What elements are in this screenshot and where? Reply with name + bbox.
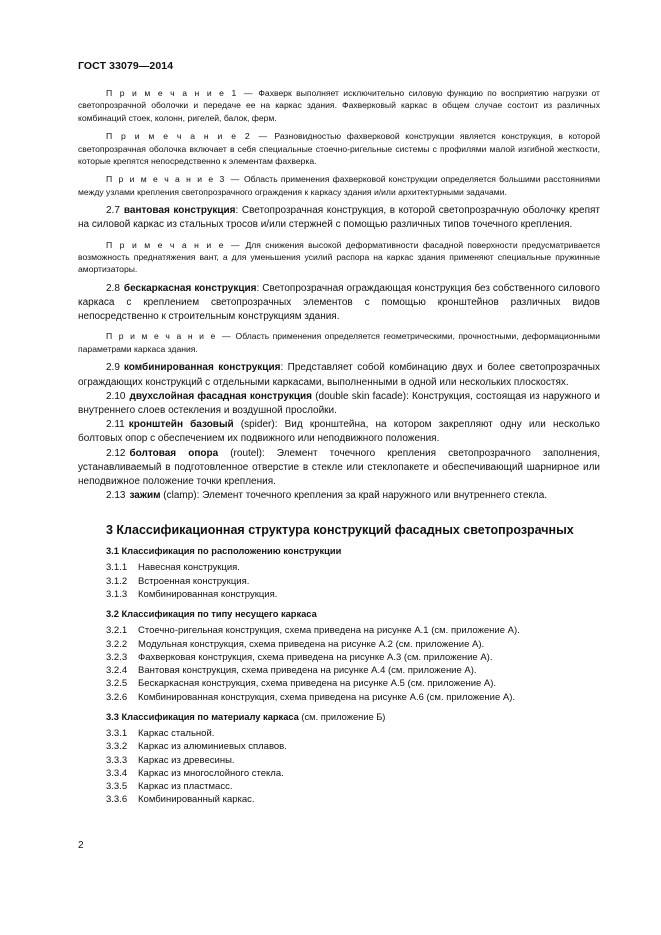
list-item: 3.2.1 Стоечно-ригельная конструкция, схема приведена на рисунке А.1 (см. приложение А).	[106, 625, 520, 637]
list-item: 3.2.6 Комбинированная конструкция, схема приведена на рисунке А.6 (см. приложение А).	[106, 691, 516, 703]
list-item: 3.3.2 Каркас из алюминиевых сплавов.	[106, 741, 287, 753]
list-item: 3.3.4 Каркас из многослойного стекла.	[106, 767, 284, 779]
note-ropes: П р и м е ч а н и е — Для снижения высокой деформативности фасадной поверхности предусматривается возможность преднатяжения вант, а для уменьшения усилий распора на каркас здания применяют специальные пружинные амортизаторы.	[78, 239, 600, 275]
term-2-10: 2.10 двухслойная фасадная конструкция (double skin facade): Конструкция, состоящая из наружного и внутреннего слоев остекления и воздушной прослойки.	[78, 390, 600, 416]
page-number: 2	[78, 840, 84, 851]
term-2-12: 2.12 болтовая опора (routel): Элемент точечного крепления светопрозрачного заполнения, устанавливаемый в подготовленное отверстие в стекле или стеклопакете и обеспечивающий шарнирное или неподвижное положение точки крепления.	[78, 447, 600, 487]
list-item: 3.3.3 Каркас из древесины.	[106, 754, 235, 766]
list-item: 3.2.2 Модульная конструкция, схема приведена на рисунке А.2 (см. приложение А).	[106, 638, 485, 650]
section-3-title: 3 Классификационная структура конструкций фасадных светопрозрачных	[106, 523, 574, 538]
list-item: 3.1.2 Встроенная конструкция.	[106, 575, 250, 587]
page-content	[78, 87, 600, 815]
list-item: 3.3.5 Каркас из пластмасс.	[106, 781, 233, 793]
list-item: 3.3.6 Комбинированный каркас.	[106, 794, 255, 806]
list-3-2	[78, 624, 600, 704]
list-3-1	[78, 561, 600, 601]
term-2-13: 2.13 зажим (clamp): Элемент точечного крепления за край наружного или внутреннего стекла.	[106, 490, 548, 502]
list-item: 3.1.3 Комбинированная конструкция.	[106, 588, 278, 600]
subsection-3-2-title: 3.2 Классификация по типу несущего каркаса	[106, 609, 317, 620]
note-3: П р и м е ч а н и е 3 — Область применения фахверковой конструкции определяется большими расстояниями между узлами крепления светопрозрачного ограждения к каркасу здания и/или архитектурными задачами.	[78, 174, 600, 197]
list-item: 3.1.1 Навесная конструкция.	[106, 562, 240, 574]
term-2-7: 2.7 вантовая конструкция: Светопрозрачная конструкция, в которой светопрозрачную оболочку крепят на силовой каркас из стальных тросов и/или стержней с помощью различных типов точечного крепления.	[78, 205, 600, 231]
subsection-3-3-title: 3.3 Классификация по материалу каркаса (см. приложение Б)	[106, 712, 386, 722]
list-item: 3.2.5 Бескаркасная конструкция, схема приведена на рисунке А.5 (см. приложение А).	[106, 678, 497, 690]
note-frameless: П р и м е ч а н и е — Область применения определяется геометрическими, прочностными, деформационными параметрами каркаса здания.	[78, 331, 600, 354]
note-1: П р и м е ч а н и е 1 — Фахверк выполняет исключительно силовую функцию по восприятию нагрузки от светопрозрачной оболочки и передаче ее на каркас здания. Фахверковый каркас в общем случае состоит из различных комбинаций стоек, колонн, ригелей, балок, ферм.	[78, 88, 600, 123]
subsection-3-1-title: 3.1 Классификация по расположению конструкции	[106, 546, 342, 557]
list-item: 3.2.3 Фахверковая конструкция, схема приведена на рисунке А.3 (см. приложение А).	[106, 651, 493, 663]
document-header: ГОСТ 33079—2014	[78, 60, 174, 72]
note-2: П р и м е ч а н и е 2 — Разновидностью фахверковой конструкции является конструкция, в которой светопрозрачная оболочка включает в себя специальные стоечно-ригельные системы с профилями малой изгибной жесткости, которые крепятся непосредственно к элементам фахверка.	[78, 131, 600, 167]
term-2-11: 2.11 кронштейн базовый (spider): Вид кронштейна, на котором закрепляют одну или несколько болтовых опор с обеспечением их подвижного или неподвижного положения.	[78, 419, 600, 445]
term-2-8: 2.8 бескаркасная конструкция: Светопрозрачная ограждающая конструкция без собственного силового каркаса с креплением светопрозрачных элементов с помощью кронштейнов различных видов непосредственно к строительным конструкциям здания.	[78, 282, 600, 323]
list-item: 3.3.1 Каркас стальной.	[106, 728, 215, 739]
term-2-9: 2.9 комбинированная конструкция: Представляет собой комбинацию двух и более светопрозрачных ограждающих конструкций с отдельными каркасами, выполненными в одной или нескольких плоскостях.	[78, 362, 600, 388]
list-item: 3.2.4 Вантовая конструкция, схема приведена на рисунке А.4 (см. приложение А).	[106, 665, 477, 677]
list-3-3	[78, 727, 600, 807]
